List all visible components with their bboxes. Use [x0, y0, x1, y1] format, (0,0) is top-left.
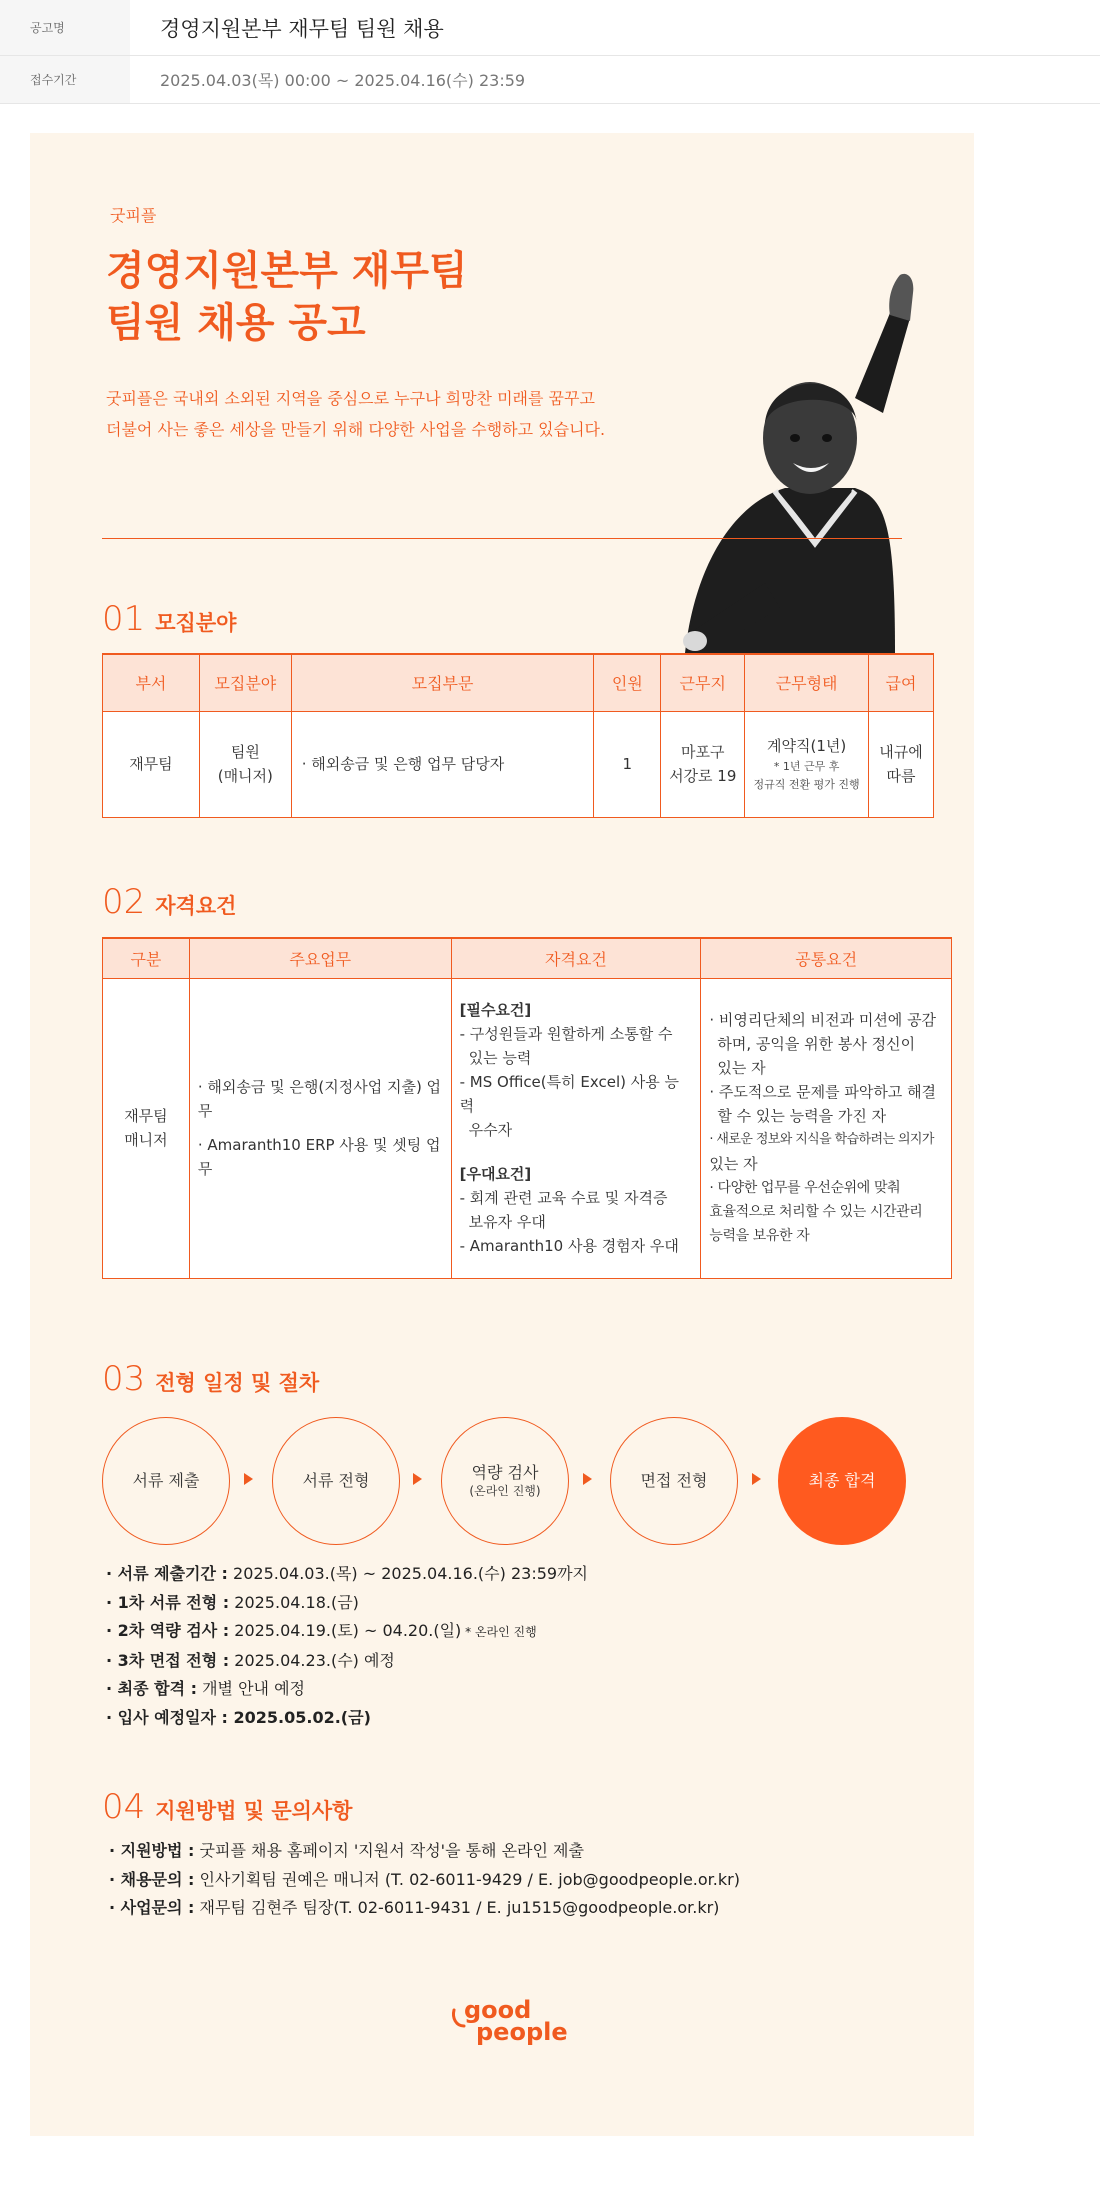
- schedule-value: 2025.04.23.(수) 예정: [229, 1650, 395, 1670]
- step-sublabel: (온라인 진행): [469, 1484, 541, 1498]
- qualification-table: [102, 937, 952, 1279]
- common-item: 있는 자: [709, 1155, 758, 1173]
- application-period-row: [0, 56, 1100, 104]
- schedule-value: 2025.05.02.(금): [227, 1707, 371, 1727]
- table-row: [103, 711, 934, 817]
- salary-line2: 따름: [886, 767, 916, 785]
- apply-value: 굿피플 채용 홈페이지 '지원서 작성'을 통해 온라인 제출: [194, 1841, 584, 1860]
- section-number: 02: [102, 882, 146, 922]
- schedule-label: · 최종 합격 :: [106, 1679, 198, 1698]
- field-cell: [199, 711, 291, 817]
- section-number: 03: [102, 1359, 146, 1399]
- poster-title: [106, 245, 468, 349]
- headcount-cell: 1: [594, 711, 661, 817]
- preferred-item: - 회계 관련 교육 수료 및 자격증: [459, 1189, 668, 1207]
- required-title: [필수요건]: [459, 1001, 532, 1019]
- common-item: · 주도적으로 문제를 파악하고 해결: [709, 1083, 937, 1101]
- section-04-heading: [102, 1787, 352, 1827]
- location-line2: 서강로 19: [669, 767, 737, 785]
- arrow-icon: [413, 1473, 422, 1485]
- application-period: 2025.04.03(목) 00:00 ~ 2025.04.16(수) 23:59: [160, 71, 526, 90]
- arrow-icon: [244, 1473, 253, 1485]
- header-duties: 주요업무: [189, 938, 451, 978]
- schedule-item: [106, 1589, 588, 1618]
- arrow-icon: [583, 1473, 592, 1485]
- header-field: 모집분야: [199, 654, 291, 711]
- section-03-heading: [102, 1359, 319, 1399]
- role-line2: 매니저: [124, 1131, 168, 1149]
- section-title: 모집분야: [155, 611, 237, 635]
- header-requirements: 자격요건: [451, 938, 701, 978]
- schedule-item: [106, 1647, 588, 1676]
- schedule-value: 2025.04.03.(목) ~ 2025.04.16.(수) 23:59까지: [227, 1564, 588, 1583]
- notice-title: 경영지원본부 재무팀 팀원 채용: [160, 16, 444, 41]
- section-number: 04: [102, 1787, 146, 1827]
- section-02-heading: [102, 882, 236, 922]
- apply-label: · 사업문의 :: [109, 1898, 195, 1917]
- required-item: 우수자: [468, 1121, 513, 1139]
- step-final-pass: 최종 합격: [778, 1417, 906, 1545]
- duties-cell: [189, 978, 451, 1278]
- common-item: 하며, 공익을 위한 봉사 정신이: [717, 1035, 916, 1053]
- poster-title-line1: 경영지원본부 재무팀: [106, 248, 468, 294]
- arrow-icon: [752, 1473, 761, 1485]
- position-cell: · 해외송금 및 은행 업무 담당자: [291, 711, 594, 817]
- type-line1: 계약직(1년): [767, 737, 847, 755]
- logo-line1: good: [464, 1996, 532, 2024]
- apply-label: · 지원방법 :: [109, 1841, 195, 1860]
- location-line1: 마포구: [680, 743, 725, 761]
- schedule-value: 개별 안내 예정: [197, 1679, 306, 1698]
- common-item: 효율적으로 처리할 수 있는 시간관리: [709, 1204, 923, 1220]
- schedule-label: · 서류 제출기간 :: [106, 1564, 228, 1583]
- required-item: - MS Office(특히 Excel) 사용 능력: [459, 1073, 679, 1115]
- common-item: 있는 자: [717, 1059, 766, 1077]
- schedule-label: · 1차 서류 전형 :: [106, 1592, 230, 1612]
- type-line2: * 1년 근무 후: [773, 760, 840, 773]
- section-title: 전형 일정 및 절차: [155, 1371, 320, 1395]
- header-headcount: 인원: [594, 654, 661, 711]
- apply-item: [109, 1866, 740, 1895]
- common-item: 능력을 보유한 자: [709, 1228, 810, 1244]
- apply-info-list: [109, 1837, 740, 1923]
- schedule-label: · 2차 역량 검사 :: [106, 1621, 230, 1640]
- section-number: 01: [102, 599, 146, 639]
- schedule-item: [106, 1560, 588, 1589]
- schedule-value: 2025.04.18.(금): [229, 1592, 359, 1612]
- schedule-item: [106, 1675, 588, 1704]
- step-interview: 면접 전형: [610, 1417, 738, 1545]
- poster-description: [106, 383, 605, 445]
- preferred-item: - Amaranth10 사용 경험자 우대: [459, 1237, 679, 1255]
- child-photo: [565, 263, 940, 673]
- desc-line1: 굿피플은 국내외 소외된 지역을 중심으로 누구나 희망찬 미래를 꿈꾸고: [106, 389, 595, 408]
- recruitment-table: [102, 653, 934, 818]
- common-item: 할 수 있는 능력을 가진 자: [717, 1107, 887, 1125]
- common-item: · 다양한 업무를 우선순위에 맞춰: [709, 1180, 901, 1196]
- apply-item: [109, 1894, 740, 1923]
- field-line1: 팀원: [230, 743, 260, 761]
- goodpeople-logo: [450, 1996, 570, 2046]
- schedule-item: [106, 1704, 588, 1733]
- requirements-cell: [451, 978, 701, 1278]
- header-common: 공통요건: [701, 938, 952, 978]
- header-dept: 부서: [103, 654, 200, 711]
- required-item: - 구성원들과 원할하게 소통할 수: [459, 1025, 673, 1043]
- step-document-screening: 서류 전형: [272, 1417, 400, 1545]
- schedule-label: · 3차 면접 전형 :: [106, 1650, 230, 1670]
- section-01-heading: [102, 599, 236, 639]
- salary-line1: 내규에: [879, 743, 923, 761]
- apply-value: 재무팀 김현주 팀장(T. 02-6011-9431 / E. ju1515@goodpeople.or.kr): [194, 1898, 720, 1917]
- duty-item: · 해외송금 및 은행(지정사업 지출) 업무: [197, 1078, 442, 1120]
- period-label: 접수기간: [0, 56, 130, 103]
- apply-item: [109, 1837, 740, 1866]
- org-tag: 굿피플: [110, 206, 157, 225]
- step-label: 역량 검사: [471, 1463, 539, 1482]
- schedule-item: [106, 1617, 588, 1647]
- header-position: 모집부문: [291, 654, 594, 711]
- preferred-title: [우대요건]: [459, 1165, 532, 1183]
- schedule-value: 2025.04.19.(토) ~ 04.20.(일): [229, 1621, 462, 1640]
- role-cell: [103, 978, 190, 1278]
- step-competency-test: [441, 1417, 569, 1545]
- poster-title-line2: 팀원 채용 공고: [106, 300, 366, 346]
- job-poster: [30, 133, 974, 2136]
- schedule-note: * 온라인 진행: [461, 1625, 537, 1639]
- preferred-item: 보유자 우대: [468, 1213, 546, 1231]
- common-cell: [701, 978, 952, 1278]
- schedule-list: [106, 1560, 588, 1732]
- location-cell: [661, 711, 745, 817]
- type-line3: 정규직 전환 평가 진행: [753, 778, 860, 791]
- table-row: [103, 978, 952, 1278]
- common-item: · 비영리단체의 비전과 미션에 공감: [709, 1011, 937, 1029]
- apply-label: · 채용문의 :: [109, 1869, 195, 1889]
- role-line1: 재무팀: [124, 1107, 168, 1125]
- schedule-label: · 입사 예정일자 :: [106, 1707, 228, 1727]
- dept-cell: 재무팀: [103, 711, 200, 817]
- header-category: 구분: [103, 938, 190, 978]
- header-employment-type: 근무형태: [745, 654, 869, 711]
- duty-item: · Amaranth10 ERP 사용 및 셋팅 업무: [197, 1136, 441, 1178]
- notice-title-row: [0, 0, 1100, 56]
- section-title: 자격요건: [155, 894, 237, 918]
- desc-line2: 더불어 사는 좋은 세상을 만들기 위해 다양한 사업을 수행하고 있습니다.: [106, 420, 606, 439]
- common-item: · 새로운 정보와 지식을 학습하려는 의지가: [709, 1132, 934, 1147]
- header-salary: 급여: [869, 654, 934, 711]
- hero-divider: [102, 538, 902, 539]
- header-location: 근무지: [661, 654, 745, 711]
- employment-type-cell: [745, 711, 869, 817]
- logo-line2: people: [476, 2018, 568, 2046]
- field-line2: (매니저): [217, 767, 273, 785]
- apply-value: 인사기획팀 권예은 매니저 (T. 02-6011-9429 / E. job@goodpeople.or.kr): [194, 1869, 740, 1889]
- section-title: 지원방법 및 문의사항: [155, 1799, 353, 1823]
- required-item: 있는 능력: [468, 1049, 532, 1067]
- salary-cell: [869, 711, 934, 817]
- step-document-submission: 서류 제출: [102, 1417, 230, 1545]
- title-label: 공고명: [0, 0, 130, 55]
